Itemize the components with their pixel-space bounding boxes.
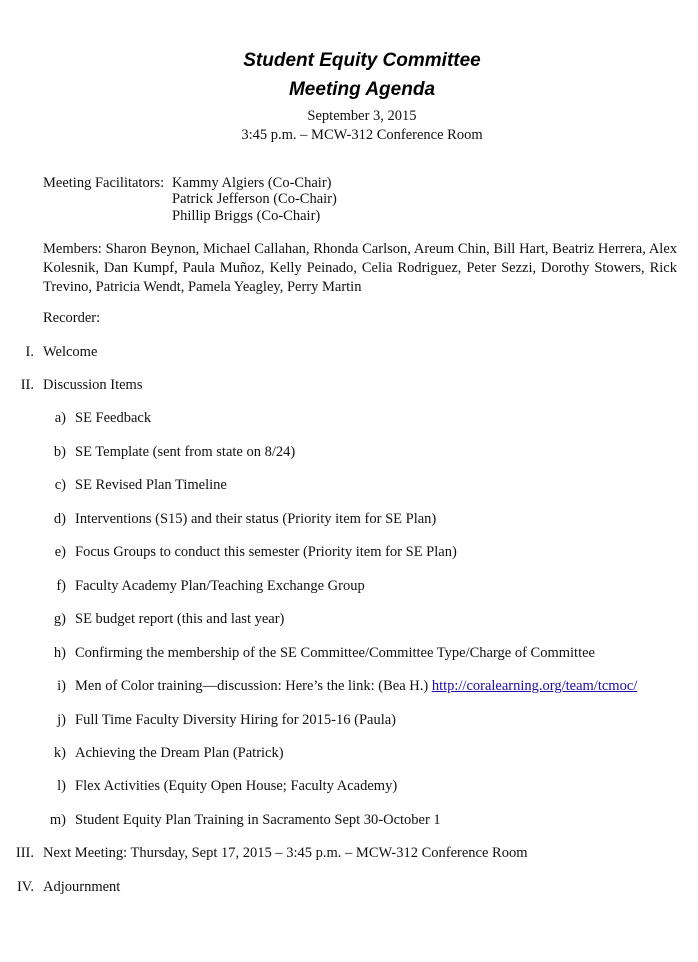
agenda-item-discussion: Discussion Items (43, 377, 143, 393)
facilitator-name: Patrick Jefferson (Co-Chair) (172, 191, 337, 207)
discussion-letter: m) (49, 812, 66, 828)
agenda-numeral: II. (20, 377, 34, 393)
facilitator-name: Phillip Briggs (Co-Chair) (172, 208, 321, 224)
discussion-item: Full Time Faculty Diversity Hiring for 2015-16 (Paula) (75, 712, 396, 728)
facilitator-name: Kammy Algiers (Co-Chair) (172, 175, 332, 191)
discussion-letter: i) (57, 678, 66, 694)
recorder-label: Recorder: (43, 310, 101, 326)
discussion-item: SE budget report (this and last year) (75, 611, 285, 627)
discussion-letter: f) (56, 578, 66, 594)
discussion-letter: g) (53, 611, 66, 627)
meeting-time-location: 3:45 p.m. – MCW-312 Conference Room (241, 127, 483, 143)
agenda-item-next-meeting: Next Meeting: Thursday, Sept 17, 2015 – 3:45 p.m. – MCW-312 Conference Room (43, 845, 528, 861)
discussion-letter: k) (53, 745, 66, 761)
discussion-letter: e) (54, 544, 66, 560)
discussion-item: Achieving the Dream Plan (Patrick) (75, 745, 284, 761)
discussion-letter: a) (54, 410, 66, 426)
discussion-item: Interventions (S15) and their status (Priority item for SE Plan) (75, 511, 437, 527)
discussion-item: Flex Activities (Equity Open House; Faculty Academy) (75, 778, 398, 794)
discussion-item: SE Template (sent from state on 8/24) (75, 444, 296, 460)
members-list: Members: Sharon Beynon, Michael Callahan, Rhonda Carlson, Areum Chin, Bill Hart, Beatriz Herrera, Alex Kolesnik, Dan Kumpf, Paula Muñoz, Kelly Peinado, Celia Rodriguez, Peter Sezzi, Dorothy Stowers, Rick Trevino, Patricia Wendt, Pamela Yeagley, Perry Martin (43, 241, 677, 295)
discussion-letter: j) (57, 712, 66, 728)
tcmoc-link[interactable]: http://coralearning.org/team/tcmoc/ (431, 678, 638, 694)
discussion-item: Student Equity Plan Training in Sacramento Sept 30-October 1 (75, 812, 441, 828)
agenda-item-adjournment: Adjournment (43, 879, 121, 895)
discussion-letter: c) (54, 477, 66, 493)
discussion-item (75, 678, 637, 695)
discussion-letter: d) (53, 511, 66, 527)
discussion-letter: h) (53, 645, 66, 661)
meeting-date: September 3, 2015 (307, 108, 417, 124)
agenda-numeral: IV. (16, 879, 34, 895)
agenda-numeral: I. (25, 344, 34, 360)
document-subtitle: Meeting Agenda (288, 79, 436, 100)
discussion-letter: b) (53, 444, 66, 460)
discussion-item: Faculty Academy Plan/Teaching Exchange Group (75, 578, 365, 594)
facilitators-label: Meeting Facilitators: (43, 175, 165, 191)
agenda-numeral: III. (15, 845, 34, 861)
discussion-item: Confirming the membership of the SE Committee/Committee Type/Charge of Committee (75, 645, 595, 661)
discussion-item: Focus Groups to conduct this semester (Priority item for SE Plan) (75, 544, 457, 560)
agenda-item-welcome: Welcome (43, 344, 98, 360)
discussion-item: SE Revised Plan Timeline (75, 477, 227, 493)
discussion-letter: l) (57, 778, 66, 794)
document-title: Student Equity Committee (243, 50, 481, 71)
discussion-item: SE Feedback (75, 410, 152, 426)
discussion-item-text: Men of Color training—discussion: Here’s the link: (Bea H.) (75, 678, 432, 694)
